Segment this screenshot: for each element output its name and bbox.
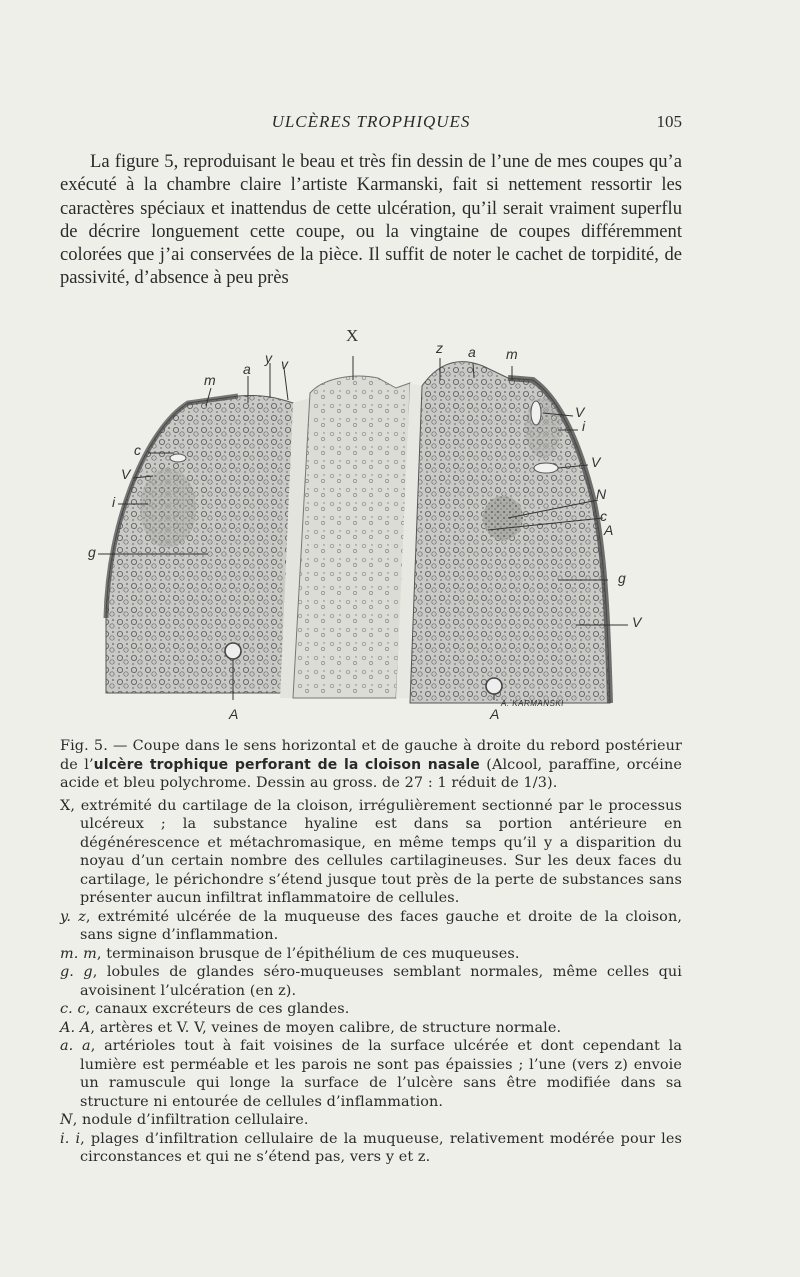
body-text <box>60 150 682 290</box>
legend-key: m. m <box>60 945 97 962</box>
legend-text: , nodule d’infiltration cellulaire. <box>72 1112 309 1128</box>
legend-text: , extrémité du cartilage de la cloison, irrégulièrement sectionné par le processus ulcéreux ; la substance hyaline est dans sa portion antérieure en dégénérescence et métachromasique, en même temps qu’il y a disparition du noyau d’un certain nombre des cellules cartilagineuses. Sur les deux faces du cartilage, le périchondre s’étend jusque tout près de la perte de substances sans présenter aucun infiltrat inflammatoire de cellules. <box>70 797 682 906</box>
label-n: N <box>596 486 607 502</box>
legend-key: y. z <box>60 908 86 925</box>
legend-key: i. i <box>60 1130 81 1147</box>
label-i-right: i <box>582 418 586 434</box>
fig-bold-title: ulcère trophique perforant de la cloison nasale <box>93 756 480 773</box>
label-a-right: a <box>468 344 476 360</box>
legend-key: A. A <box>60 1019 91 1036</box>
label-m-left: m <box>204 372 216 388</box>
infiltration-i-right <box>525 398 561 458</box>
body-paragraph: La figure 5, reproduisant le beau et très fin dessin de l’une de mes coupes qu’a exécuté à la chambre claire l’artiste Karmanski, fait si nettement ressortir les caractères spéciaux et inattendus de cette ulcération, qu’il serait vraiment superflu de décrire longuement cette coupe, ou la vingtaine de coupes différemment colorées que j’ai conservées de la pièce. Il suffit de noter le cachet de torpidité, de passivité, d’absence à peu près <box>60 151 682 289</box>
label-z: z <box>436 340 443 356</box>
fig-tail: (Alcool, paraffine, orcéine acide et bleu polychrome. Dessin au gross. de 27 : 1 réduit de 1/3). <box>60 756 682 791</box>
left-mucosa-tissue <box>106 395 308 693</box>
legend-item-gg <box>60 963 682 1000</box>
legend-text: , artérioles tout à fait voisines de la surface ulcérée et dont cependant la lumière est perméable et les parois ne sont pas épaissies ; l’une (vers z) envoie un ramuscule qui longe la surface de l’ulcère sans être modifiée dans sa structure ni entourée de cellules d’inflammation. <box>80 1038 682 1110</box>
histology-drawing <box>88 318 668 728</box>
page-header <box>60 112 682 138</box>
legend-item-aa-small <box>60 1037 682 1111</box>
caption-title <box>60 737 682 793</box>
nodule-n <box>483 496 523 540</box>
artery-a-right <box>486 678 502 694</box>
label-v-right-mid: V <box>591 454 601 470</box>
legend-key: N <box>60 1112 73 1128</box>
label-i-left: i <box>112 494 116 510</box>
artist-signature: A. KARMANSKI <box>501 699 564 708</box>
legend-item-cc <box>60 1000 682 1019</box>
label-v-left: V <box>121 466 131 482</box>
label-c-left: c <box>134 442 141 458</box>
label-v-right-bottom: V <box>632 614 642 630</box>
label-v-small: v <box>281 356 288 372</box>
label-x: X <box>346 326 359 345</box>
legend-text: , canaux excréteurs de ces glandes. <box>85 1001 350 1017</box>
fig-intro: — Coupe dans le sens horizontal et de gauche à droite du rebord postérieur de l’ <box>60 738 682 773</box>
legend-key: X <box>60 797 71 814</box>
figure-5 <box>88 318 668 728</box>
label-a-big-right: A <box>604 522 614 538</box>
legend-item-x <box>60 797 682 908</box>
legend-key: g. g <box>60 964 93 980</box>
label-a-bottom-right: A <box>490 706 500 722</box>
vein-v <box>531 401 541 425</box>
legend-key: c. c <box>60 1001 86 1017</box>
legend-item-ii <box>60 1130 682 1167</box>
legend-text: , extrémité ulcérée de la muqueuse des faces gauche et droite de la cloison, sans signe d’inflammation. <box>80 908 682 943</box>
infiltration-i-left <box>140 468 196 548</box>
legend-text: , terminaison brusque de l’épithélium de ces muqueuses. <box>96 945 520 962</box>
label-m-right: m <box>506 346 518 362</box>
label-g-left: g <box>88 544 96 560</box>
label-a-left: a <box>243 361 251 377</box>
legend-text: , artères et V. V, veines de moyen calibre, de structure normale. <box>90 1019 562 1036</box>
running-title: ULCÈRES TROPHIQUES <box>271 112 471 131</box>
legend-text: , plages d’infiltration cellulaire de la muqueuse, relativement modérée pour les circonstances et qui ne s’étend pas, vers y et z. <box>80 1130 682 1165</box>
legend-item-yz <box>60 908 682 945</box>
figure-caption <box>60 737 682 1167</box>
cartilage-x <box>293 376 410 698</box>
legend-item-n <box>60 1111 682 1130</box>
label-c-right: c <box>600 508 607 524</box>
legend-text: , lobules de glandes séro-muqueuses semblant normales, même celles qui avoisinent l’ulcération (en z). <box>80 964 682 999</box>
label-y: y <box>265 350 272 366</box>
fig-ref: Fig. 5. <box>60 738 108 754</box>
label-a-bottom-left: A <box>229 706 239 722</box>
page-number: 105 <box>656 112 682 131</box>
legend-key: a. a <box>60 1038 91 1054</box>
artery-a-left <box>225 643 241 659</box>
legend-item-aa-big <box>60 1019 682 1038</box>
label-v-right-top: V <box>575 404 585 420</box>
legend-item-mm <box>60 945 682 964</box>
label-g-right: g <box>618 570 626 586</box>
